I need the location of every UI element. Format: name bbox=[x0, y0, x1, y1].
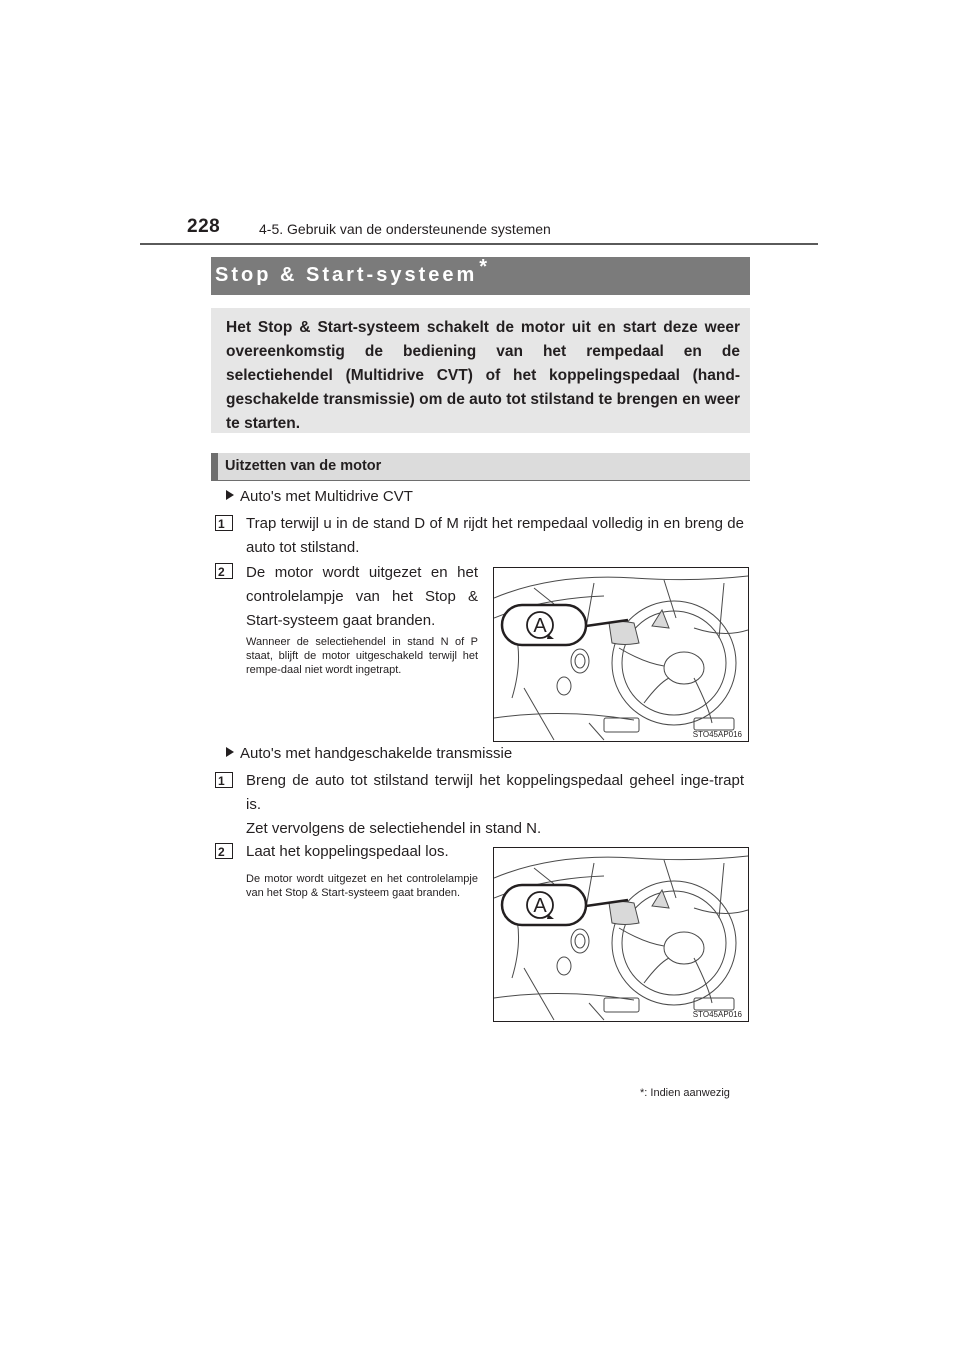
page-title-text: Stop & Start-systeem bbox=[215, 264, 478, 286]
triangle-bullet-icon bbox=[226, 747, 234, 757]
dashboard-illustration bbox=[493, 847, 749, 1022]
subheading-rule bbox=[211, 480, 750, 481]
manual-step-1-followup: Zet vervolgens de selectiehendel in stand N. bbox=[246, 820, 542, 837]
manual-step-2-text: Laat het koppelingspedaal los. bbox=[246, 843, 449, 860]
step-number-1: 1 bbox=[215, 515, 233, 531]
figure-code: STO45AP016 bbox=[692, 1010, 742, 1019]
step-number-2: 2 bbox=[215, 843, 233, 859]
subheading: Uitzetten van de motor bbox=[225, 458, 382, 474]
step-number-2: 2 bbox=[215, 563, 233, 579]
subheading-accent bbox=[211, 453, 218, 480]
section-heading: 4-5. Gebruik van de ondersteunende systemen bbox=[259, 221, 551, 237]
variant-manual-label: Auto's met handgeschakelde transmissie bbox=[240, 745, 513, 762]
dashboard-drawing bbox=[494, 568, 748, 741]
figure-code: STO45AP016 bbox=[692, 730, 742, 739]
variant-cvt-label: Auto's met Multidrive CVT bbox=[240, 488, 413, 505]
triangle-bullet-icon bbox=[226, 490, 234, 500]
footnote bbox=[640, 1087, 730, 1099]
variant-manual bbox=[226, 745, 512, 762]
dashboard-illustration bbox=[493, 567, 749, 742]
manual-step-1-text: Breng de auto tot stilstand terwijl het koppelingspedaal geheel inge-trapt is. bbox=[246, 772, 744, 813]
cvt-step-1-text: Trap terwijl u in de stand D of M rijdt het rempedaal volledig in en breng de auto tot stilstand. bbox=[246, 515, 744, 556]
intro-text: Het Stop & Start-systeem schakelt de motor uit en start deze weer overeenkomstig de bediening van het rempedaal en de selectiehendel (Multidrive CVT) of het koppelingspedaal (hand-geschakelde transmissie) om de auto tot stilstand te brengen en weer te starten. bbox=[226, 319, 740, 432]
page-title bbox=[215, 256, 488, 287]
figure-callout-letter: A bbox=[533, 895, 547, 917]
footnote-asterisk: * bbox=[640, 1087, 645, 1099]
figure-callout-letter: A bbox=[533, 615, 547, 637]
cvt-note: Wanneer de selectiehendel in stand N of P staat, blijft de motor uitgeschakeld terwijl het rempe-daal niet wordt ingetrapt. bbox=[246, 636, 478, 676]
step-number-1: 1 bbox=[215, 772, 233, 788]
dashboard-drawing bbox=[494, 848, 748, 1021]
page-number: 228 bbox=[187, 216, 221, 237]
manual-note: De motor wordt uitgezet en het controlelampje van het Stop & Start-systeem gaat branden. bbox=[246, 873, 478, 899]
variant-cvt bbox=[226, 488, 413, 505]
header-rule bbox=[140, 243, 818, 245]
title-asterisk: * bbox=[479, 256, 488, 278]
cvt-step-2-text: De motor wordt uitgezet en het controlelampje van het Stop & Start-systeem gaat branden. bbox=[246, 564, 478, 629]
footnote-text: : Indien aanwezig bbox=[644, 1087, 730, 1099]
